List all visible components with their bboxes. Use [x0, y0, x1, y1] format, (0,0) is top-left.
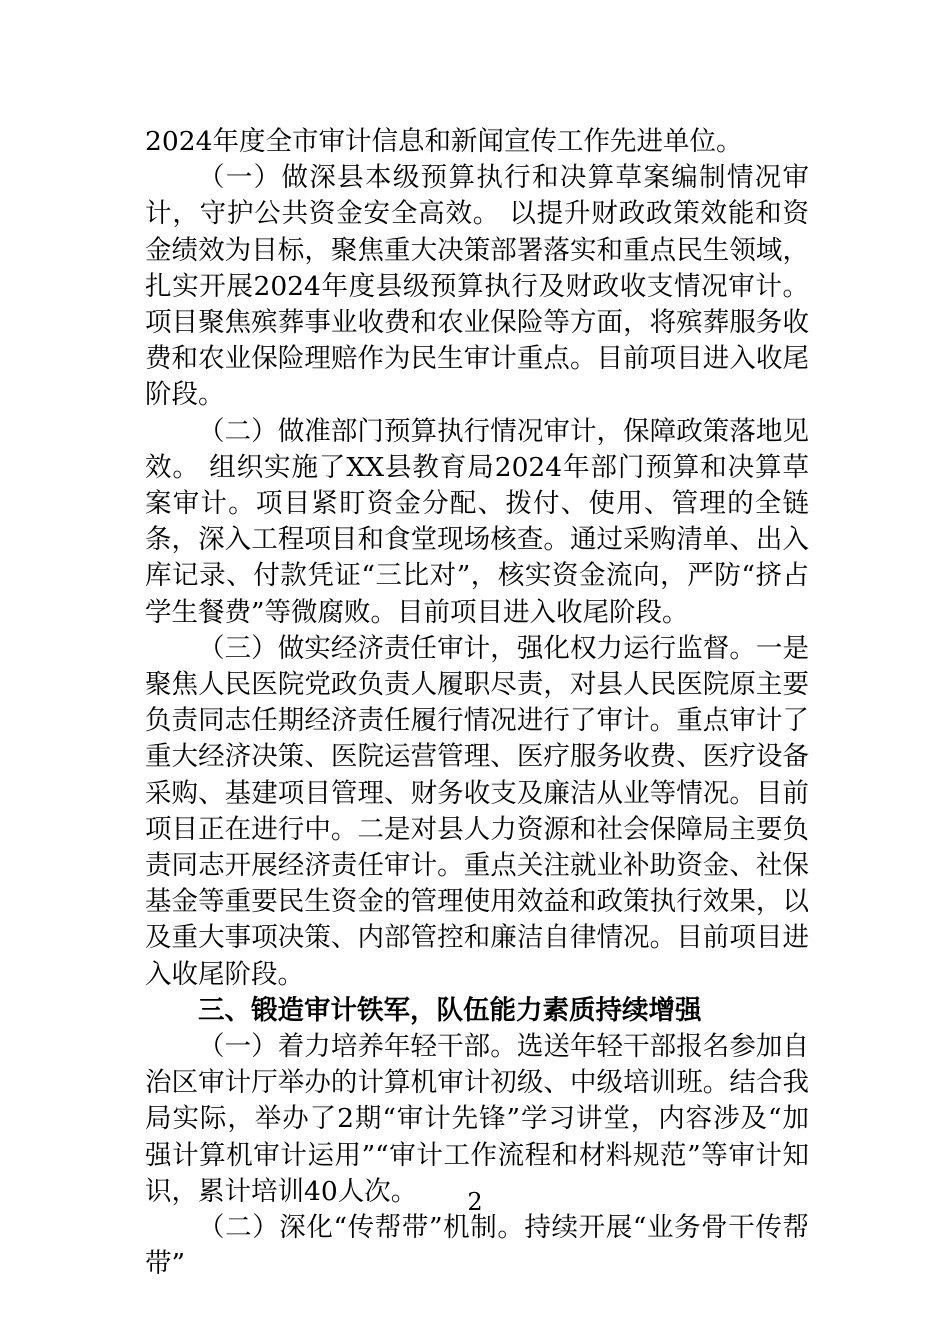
- section-heading: 三、锻造审计铁军，队伍能力素质持续增强: [198, 994, 702, 1026]
- paragraph-mentoring: （二）深化“传帮带”机制。持续开展“业务骨干传帮带”: [145, 1212, 809, 1280]
- body-text: [145, 124, 809, 1283]
- paragraph-budget-audit: （一）做深县本级预算执行和决算草案编制情况审计，守护公共资金安全高效。 以提升财政政策效能和资金绩效为目标，聚焦重大决策部署落实和重点民生领域，扎实开展2024年度县级预算执行及财政收支情况审计。项目聚焦殡葬事业收费和农业保险等方面，将殡葬服务收费和农业保险理赔作为民生审计重点。目前项目进入收尾阶段。: [145, 162, 809, 411]
- paragraph-continuation: 2024年度全市审计信息和新闻宣传工作先进单位。: [145, 126, 743, 157]
- page-number: 2: [467, 1188, 483, 1216]
- paragraph-economic-responsibility-audit: （三）做实经济责任审计，强化权力运行监督。一是聚焦人民医院党政负责人履职尽责，对县人民医院原主要负责同志任期经济责任履行情况进行了审计。重点审计了重大经济决策、医院运营管理、医疗服务收费、医疗设备采购、基建项目管理、财务收支及廉洁从业等情况。目前项目正在进行中。二是对县人力资源和社会保障局主要负责同志开展经济责任审计。重点关注就业补助资金、社保基金等重要民生资金的管理使用效益和政策执行效果，以及重大事项决策、内部管控和廉洁自律情况。目前项目进入收尾阶段。: [145, 632, 809, 990]
- paragraph-young-cadres: （一）着力培养年轻干部。选送年轻干部报名参加自治区审计厅举办的计算机审计初级、中级培训班。结合我局实际，举办了2期“审计先锋”学习讲堂，内容涉及“加强计算机审计运用”“审计工作流程和材料规范”等审计知识，累计培训40人次。: [145, 1031, 809, 1207]
- paragraph-department-audit: （二）做准部门预算执行情况审计，保障政策落地见效。 组织实施了XX县教育局2024年部门预算和决算草案审计。项目紧盯资金分配、拨付、使用、管理的全链条，深入工程项目和食堂现场核查。通过采购清单、出入库记录、付款凭证“三比对”，核实资金流向，严防“挤占学生餐费”等微腐败。目前项目进入收尾阶段。: [145, 415, 809, 628]
